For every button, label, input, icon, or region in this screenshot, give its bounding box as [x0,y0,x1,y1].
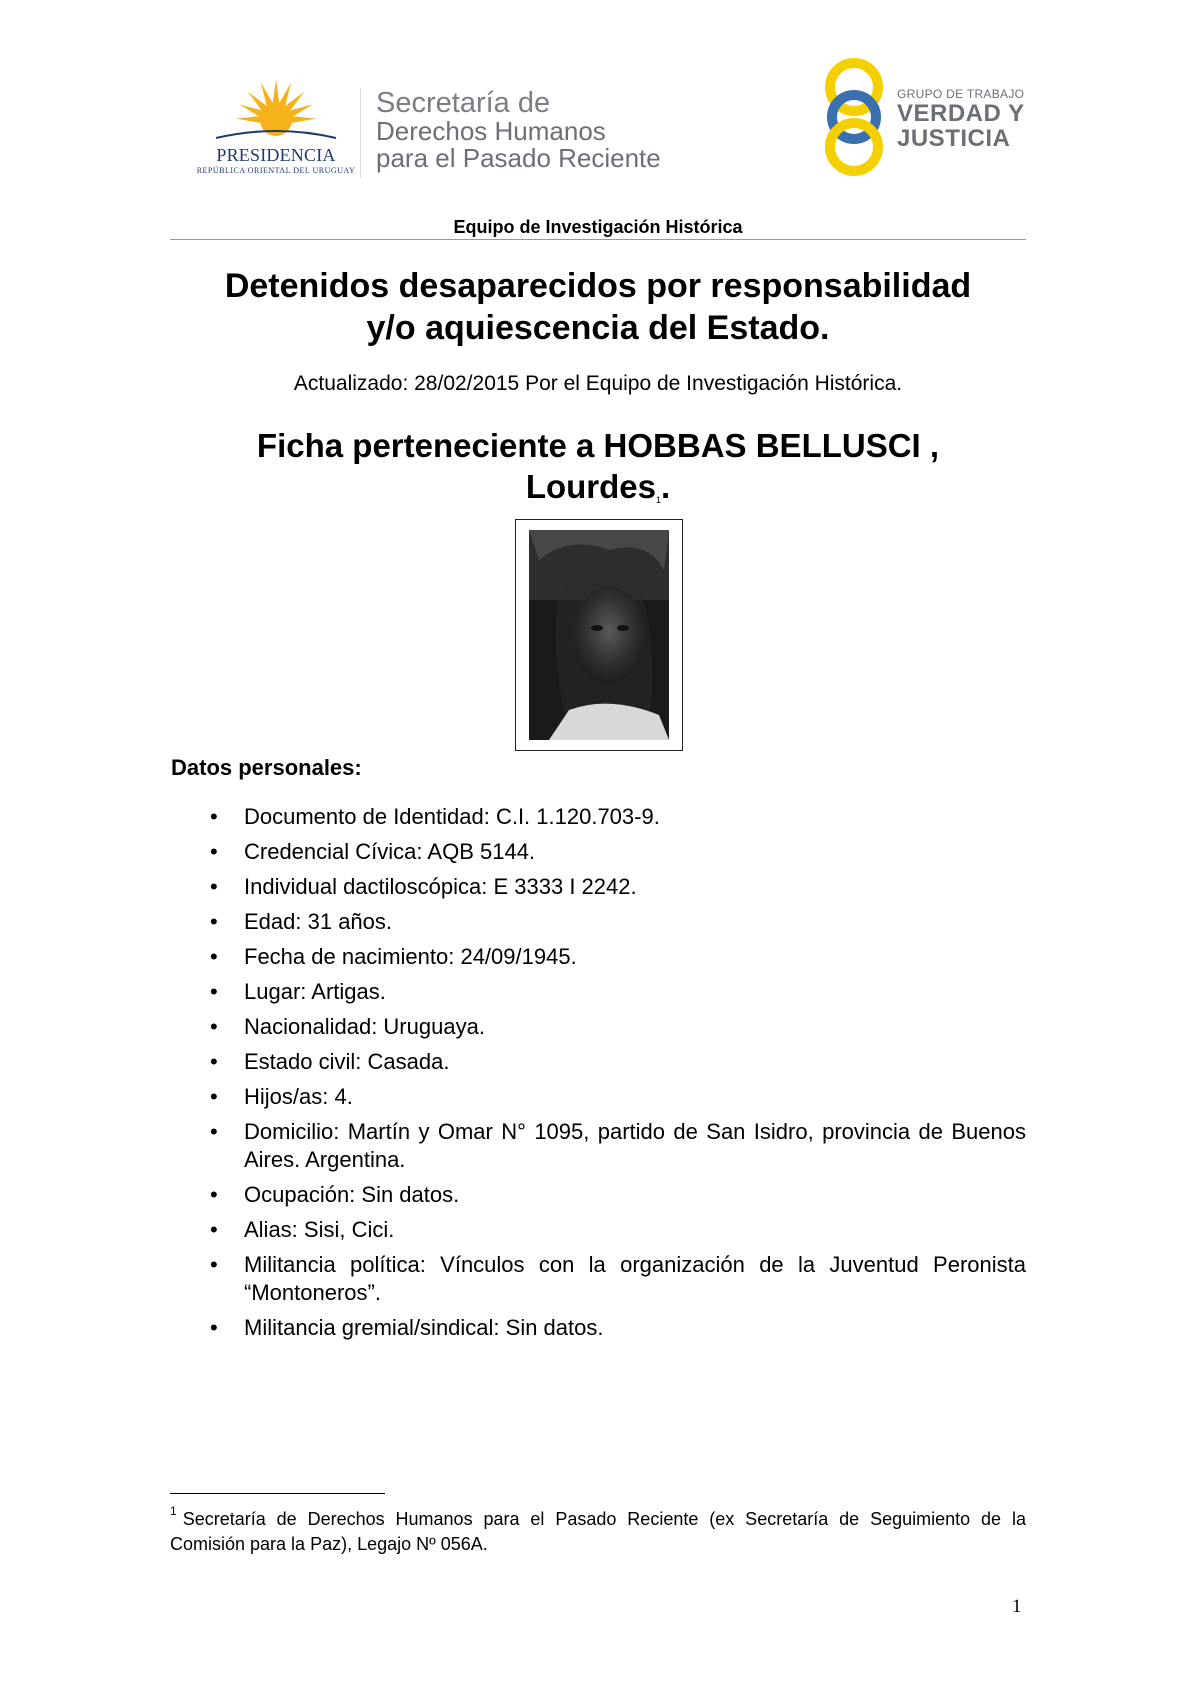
list-item-text: Lugar: Artigas. [244,979,386,1004]
list-item [206,978,1026,1006]
portrait-photo-icon [529,530,669,740]
bullet-icon: • [210,1182,218,1207]
bullet-icon: • [210,1217,218,1242]
secretaria-line-1: Secretaría de [376,87,551,119]
bullet-icon: • [210,804,218,829]
updated-line: Actualizado: 28/02/2015 Por el Equipo de Investigación Histórica. [293,372,903,395]
ficha-person-name: Lourdes [525,468,656,505]
list-item [206,803,1026,831]
ficha-title-line-2 [170,466,1026,507]
list-item [206,873,1026,901]
list-item-text: Domicilio: Martín y Omar N° 1095, partido de San Isidro, provincia de Buenos Aires. Argentina. [244,1119,1026,1172]
ficha-title-period: . [661,468,671,505]
bullet-icon: • [210,944,218,969]
personal-data-heading: Datos personales: [171,755,362,780]
secretaria-line-3: para el Pasado Reciente [376,143,661,173]
list-item [206,1013,1026,1041]
list-item [206,1181,1026,1209]
list-item [206,943,1026,971]
list-item-text: Edad: 31 años. [244,909,393,934]
list-item [206,838,1026,866]
verdad-line-1: VERDAD Y [897,100,1025,127]
list-item [206,1048,1026,1076]
footnote-rule [170,1493,385,1494]
bullet-icon: • [210,839,218,864]
list-item [206,908,1026,936]
list-item [206,1314,1026,1342]
footnote-text: Secretaría de Derechos Humanos para el Pasado Reciente (ex Secretaría de Seguimiento de la Comisión para la Paz), Legajo Nº 056A. [170,1509,1026,1554]
list-item-text: Hijos/as: 4. [244,1084,353,1109]
list-item-text: Militancia gremial/sindical: Sin datos. [244,1315,604,1340]
secretaria-line-2: Derechos Humanos [376,116,606,146]
presidencia-logo [196,78,356,178]
bullet-icon: • [210,1252,218,1277]
bullet-icon: • [210,1084,218,1109]
bullet-icon: • [210,979,218,1004]
interlinked-rings-icon [822,55,892,180]
list-item-text: Documento de Identidad: C.I. 1.120.703-9. [244,804,660,829]
list-item-text: Alias: Sisi, Cici. [244,1217,395,1242]
list-item-text: Nacionalidad: Uruguaya. [244,1014,485,1039]
list-item-text: Credencial Cívica: AQB 5144. [244,839,536,864]
bullet-icon: • [210,874,218,899]
verdad-supertitle: GRUPO DE TRABAJO [897,87,1025,101]
list-item-text: Estado civil: Casada. [244,1049,450,1074]
list-item [206,1216,1026,1244]
footnote [170,1502,1026,1557]
header-rule [170,239,1026,240]
bullet-icon: • [210,1119,218,1144]
logo-divider [360,88,361,178]
presidencia-subtitle: REPÚBLICA ORIENTAL DEL URUGUAY [196,166,356,175]
sun-emblem-icon [196,78,356,148]
list-item-text: Ocupación: Sin datos. [244,1182,460,1207]
list-item [206,1251,1026,1307]
document-title [170,265,1026,349]
bullet-icon: • [210,1315,218,1340]
list-item [206,1083,1026,1111]
bullet-icon: • [210,1049,218,1074]
presidencia-name: PRESIDENCIA [216,145,336,165]
ficha-title-line-1: Ficha perteneciente a HOBBAS BELLUSCI , [256,427,940,464]
list-item-text: Militancia política: Vínculos con la organización de la Juventud Peronista “Montoneros”. [244,1252,1026,1305]
bullet-icon: • [210,1014,218,1039]
ficha-title [170,425,1026,507]
document-title-line-2: y/o aquiescencia del Estado. [366,309,830,347]
list-item-text: Fecha de nacimiento: 24/09/1945. [244,944,577,969]
list-item [206,1118,1026,1174]
personal-data-list [206,803,1026,1349]
document-title-line-1: Detenidos desaparecidos por responsabilidad [224,267,972,305]
page-number: 1 [1012,1596,1022,1617]
footnote-number: 1 [170,1504,177,1518]
secretaria-wordmark [376,88,706,172]
verdad-line-2: JUSTICIA [897,125,1011,152]
verdad-justicia-logo [822,55,1025,180]
bullet-icon: • [210,909,218,934]
team-header: Equipo de Investigación Histórica [453,217,743,237]
footnote-reference[interactable]: 1 [656,495,662,505]
portrait-photo [515,519,683,751]
list-item-text: Individual dactiloscópica: E 3333 I 2242. [244,874,637,899]
